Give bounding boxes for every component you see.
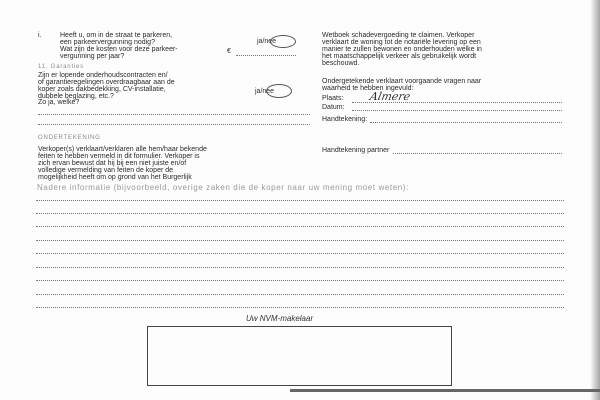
- right-text-line3: manier te zullen bewonen en onderhouden welke in: [322, 46, 482, 53]
- info-line-2[interactable]: [36, 213, 564, 214]
- question-parking-line2: een parkeervergunning nodig?: [60, 39, 155, 46]
- right-text-line4: het maatschappelijk verkeer als gebruikelijk wordt: [322, 53, 477, 60]
- handtekening-label: Handtekening:: [322, 116, 368, 123]
- plaats-label: Plaats:: [322, 95, 344, 102]
- handtekening-field[interactable]: [370, 122, 562, 123]
- info-line-6[interactable]: [36, 267, 564, 268]
- circled-answer-nee-2: [266, 84, 292, 98]
- sign-text-line4: volledige vermelding van feiten de koper de: [38, 167, 174, 174]
- question-parking-line1: Heeft u, om in de straat te parkeren,: [60, 32, 173, 39]
- question-parking-line4: vergunning per jaar?: [60, 53, 125, 60]
- scan-bottom-edge: [290, 389, 600, 392]
- right-text-line1: Wetboek schadevergoeding te claimen. Verkoper: [322, 32, 475, 39]
- circled-answer-nee: [270, 35, 296, 48]
- info-line-5[interactable]: [36, 253, 564, 254]
- declaration-line1: Ondergetekende verklaart voorgaande vragen naar: [322, 78, 482, 85]
- sign-text-line1: Verkoper(s) verklaart/verklaren alle hem/haar bekende: [38, 146, 207, 153]
- info-line-4[interactable]: [36, 240, 564, 241]
- item-number: i.: [38, 32, 42, 39]
- info-line-9[interactable]: [36, 307, 564, 308]
- declaration-line2: waarheid te hebben ingevuld:: [322, 85, 414, 92]
- handtekening-partner-label: Handtekening partner: [322, 147, 390, 154]
- scan-edge-shadow: [590, 0, 600, 400]
- section-ondertekening: ONDERTEKENING: [38, 135, 101, 141]
- question-guarantee-line1: Zijn er lopende onderhoudscontracten en/: [38, 72, 168, 79]
- question-parking-line3: Wat zijn de kosten voor deze parkeer-: [60, 46, 178, 53]
- sign-text-line5: mogelijkheid heeft om op grond van het Burgerlijk: [38, 174, 192, 181]
- plaats-value: Almere: [368, 90, 412, 103]
- yes-no-guarantee[interactable]: ja/nee: [255, 88, 275, 95]
- guarantee-line-2[interactable]: [38, 124, 310, 125]
- zo-ja-label: Zo ja, welke?: [38, 99, 80, 106]
- yes-no-parking[interactable]: ja/nee: [257, 38, 277, 45]
- question-guarantee-line4: dubbele beglazing, etc.?: [38, 93, 114, 100]
- section-garanties: 11. Garanties: [38, 64, 84, 70]
- guarantee-line-1[interactable]: [38, 114, 310, 115]
- datum-field[interactable]: [352, 110, 562, 111]
- info-line-1[interactable]: [36, 200, 564, 201]
- nadere-informatie-heading: Nadere informatie (bijvoorbeeld, overige zaken die de koper naar uw mening moet weten):: [37, 183, 409, 192]
- right-text-line5: beschouwd.: [322, 60, 360, 67]
- right-text-line2: verklaart de woning tot de notariële levering op een: [322, 39, 481, 46]
- euro-sign: €: [227, 48, 231, 55]
- handtekening-partner-field[interactable]: [393, 153, 562, 154]
- makelaar-label: Uw NVM-makelaar: [246, 314, 314, 323]
- datum-label: Datum:: [322, 104, 345, 111]
- makelaar-stamp-box[interactable]: [147, 326, 452, 386]
- sign-text-line3: zich ervan bewust dat hij bij een niet juiste en/of: [38, 160, 187, 167]
- question-guarantee-line2: of garantieregelingen overdraagbaar aan de: [38, 79, 175, 86]
- info-line-3[interactable]: [36, 226, 564, 227]
- info-line-7[interactable]: [36, 280, 564, 281]
- question-guarantee-line3: koper zoals dakbedekking, CV-installatie,: [38, 86, 166, 93]
- info-line-8[interactable]: [36, 294, 564, 295]
- cost-field[interactable]: [236, 55, 296, 56]
- sign-text-line2: feiten te hebben vermeld in dit formulier. Verkoper is: [38, 153, 200, 160]
